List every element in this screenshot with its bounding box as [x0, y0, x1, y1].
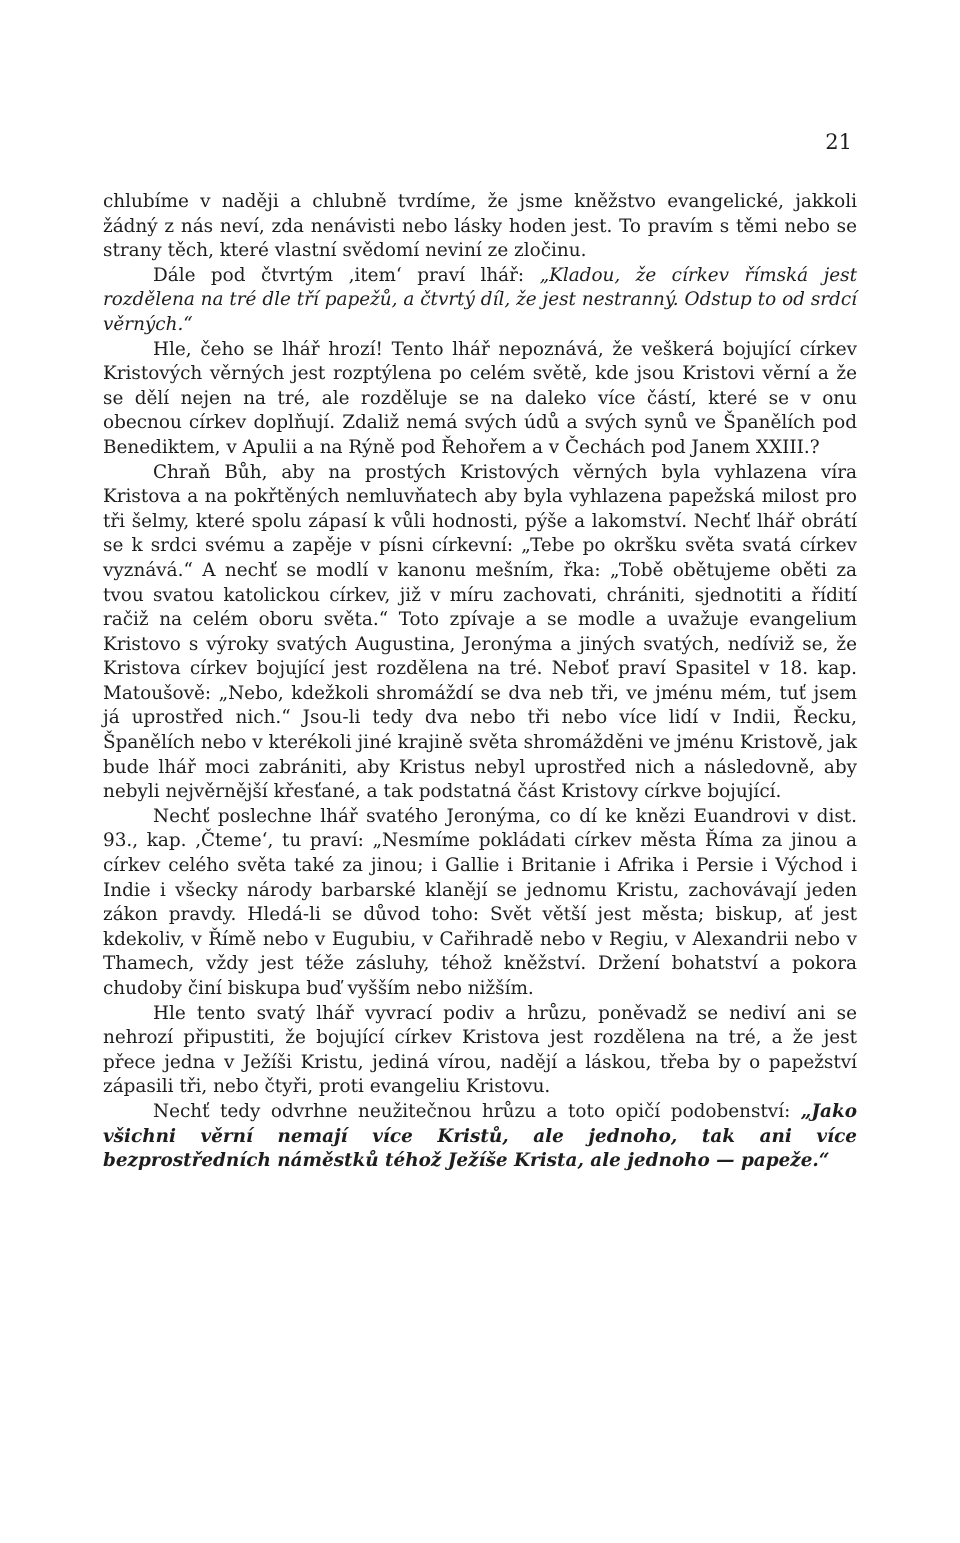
- paragraph-2-lead: Dále pod čtvrtým ‚item‘ praví lhář:: [153, 264, 540, 286]
- page-number: 21: [825, 130, 852, 154]
- paragraph-2: [103, 264, 857, 338]
- body-text: [103, 190, 857, 1174]
- paragraph-1: chlubíme v naději a chlubně tvrdíme, že jsme kněžstvo evangelické, jakkoli žádný z nás neví, zda nenávisti nebo lásky hoden jest. To pravím s těmi nebo se strany těch, které vlastní svědomí neviní ze zločinu.: [103, 191, 857, 262]
- paragraph-5: Nechť poslechne lhář svatého Jeronýma, co dí ke knězi Euandrovi v dist. 93., kap. ‚Čteme‘, tu praví: „Nesmíme pokládati církev města Říma za jinou a církev celého světa také za jinou; i Gallie i Britanie i Afrika i Persie i Východ i Indie i všecky národy barbarské klanějí se jednomu Kristu, zachovávají jeden zákon pravdy. Hledá-li se důvod toho: Svět větší jest města; biskup, ať jest kdekoliv, v Římě nebo v Eugubiu, v Cařihradě nebo v Regiu, v Alexandrii nebo v Thamech, vždy jest téže zásluhy, téhož kněžství. Držení bohatství a pokora chudoby činí biskupa buď vyšším nebo nižším.: [103, 805, 857, 999]
- paragraph-2-quote: „Kladou, že církev římská jest rozdělena na tré dle tří papežů, a čtvrtý díl, že jest nestranný. Odstup to od srdcí věrných.“: [103, 264, 857, 335]
- paragraph-4: Chraň Bůh, aby na prostých Kristových věrných byla vyhlazena víra Kristova a na pokřtěných nemluvňatech aby byla vyhlazena papežská milost pro tři šelmy, které spolu zápasí k vůli hodnosti, pýše a lakomství. Nechť lhář obrátí se k srdci svému a zapěje v písni církevní: „Tebe po okršku světa svatá církev vyznává.“ A nechť se modlí v kanonu mešním, řka: „Tobě obětujeme oběti za tvou svatou katolickou církev, již v míru zachovati, chrániti, sjednotiti a řídití račiž na celém oboru světa.“ Toto zpívaje a se modle a uvažuje evangelium Kristovo s výroky svatých Augustina, Jeronýma a jiných svatých, nedíviž se, že Kristova církev bojující jest rozdělena na tré. Neboť praví Spasitel v 18. kap. Matoušově: „Nebo, kdežkoli shromáždí se dva neb tři, ve jménu mém, tuť jsem já uprostřed nich.“ Jsou-li tedy dva nebo tři nebo více lidí v Indii, Řecku, Španělích nebo v kterékoli jiné krajině světa shromážděni ve jménu Kristově, jak bude lhář moci zabrániti, aby Kristus nebyl uprostřed nich a následovně, aby nebyli nejvěrnější křesťané, a tak podstatná část Kristovy církve bojující.: [103, 461, 857, 803]
- paragraph-7-lead: Nechť tedy odvrhne neužitečnou hrůzu a toto opičí podobenství:: [153, 1100, 801, 1122]
- paragraph-3: Hle, čeho se lhář hrozí! Tento lhář nepoznává, že veškerá bojující církev Kristových věrných jest rozptýlena po celém světě, kde jsou Kristovi věrní a že se dělí nejen na tré, ale rozděluje se na daleko více částí, které se v onu obecnou církev doplňují. Zdaliž nemá svých údů a svých synů ve Španělích pod Benediktem, v Apulii a na Rýně pod Řehořem a v Čechách pod Janem XXIII.?: [103, 338, 857, 458]
- paragraph-6: Hle tento svatý lhář vyvrací podiv a hrůzu, poněvadž se nediví ani se nehrozí připustiti, že bojující církev Kristova jest rozdělena na tré, a že jest přece jedna v Ježíši Kristu, jediná vírou, nadějí a láskou, třeba by o papežství zápasili tři, nebo čtyři, proti evangeliu Kristovu.: [103, 1002, 857, 1098]
- paragraph-7-quote: „Jako všichni věrní nemají více Kristů, ale jednoho, tak ani více bezprostředních náměstků téhož Ježíše Krista, ale jednoho — papeže.“: [103, 1100, 857, 1172]
- paragraph-7: [103, 1100, 857, 1174]
